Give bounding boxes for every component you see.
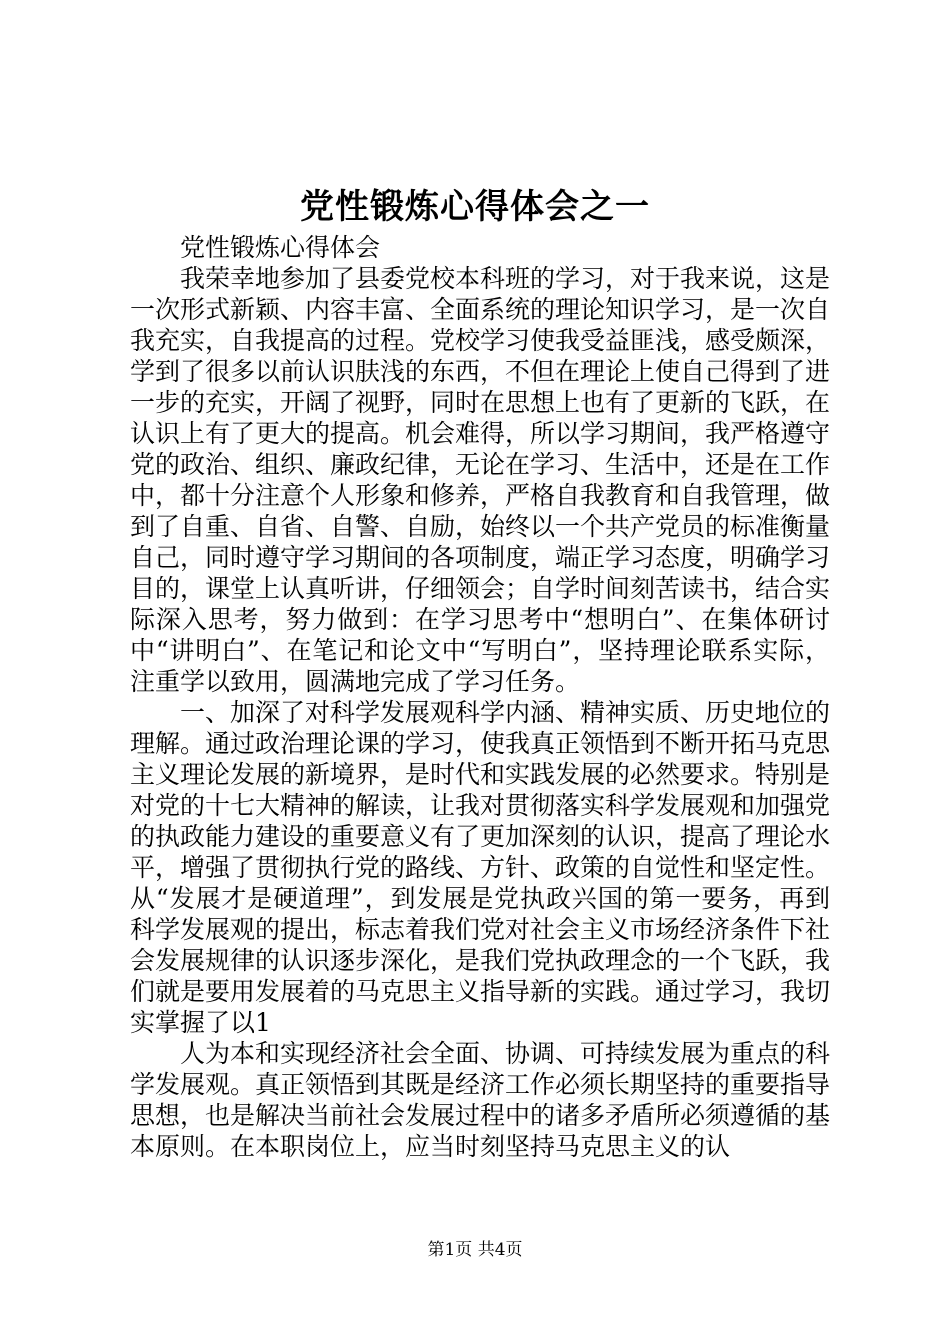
document-subtitle: 党性锻炼心得体会 <box>180 233 381 262</box>
document-title: 党性锻炼心得体会之一 <box>300 187 650 227</box>
document-body <box>130 232 830 1162</box>
body-paragraph-2: 一、加深了对科学发展观科学内涵、精神实质、历史地位的理解。通过政治理论课的学习，使我真正领悟到不断开拓马克思主义理论发展的新境界，是时代和实践发展的必然要求。特别是对党的十七大精神的解读，让我对贯彻落实科学发展观和加强党的执政能力建设的重要意义有了更加深刻的认识，提高了理论水平，增强了贯彻执行党的路线、方针、政策的自觉性和坚定性。从“发展才是硬道理”，到发展是党执政兴国的第一要务，再到科学发展观的提出，标志着我们党对社会主义市场经济条件下社会发展规律的认识逐步深化，是我们党执政理念的一个飞跃，我们就是要用发展着的马克思主义指导新的实践。通过学习，我切实掌握了以1 <box>130 698 831 1037</box>
page-footer: 第1页 共4页 <box>427 1240 523 1260</box>
body-paragraph-3: 人为本和实现经济社会全面、协调、可持续发展为重点的科学发展观。真正领悟到其既是经济工作必须长期坚持的重要指导思想，也是解决当前社会发展过程中的诸多矛盾所必须遵循的基本原则。在本职岗位上，应当时刻坚持马克思主义的认 <box>130 1039 831 1161</box>
body-paragraph-1: 我荣幸地参加了县委党校本科班的学习，对于我来说，这是一次形式新颖、内容丰富、全面系统的理论知识学习，是一次自我充实，自我提高的过程。党校学习使我受益匪浅，感受颇深，学到了很多以前认识肤浅的东西，不但在理论上使自己得到了进一步的充实，开阔了视野，同时在思想上也有了更新的飞跃，在认识上有了更大的提高。机会难得，所以学习期间，我严格遵守党的政治、组织、廉政纪律，无论在学习、生活中，还是在工作中，都十分注意个人形象和修养，严格自我教育和自我管理，做到了自重、自省、自警、自励，始终以一个共产党员的标准衡量自己，同时遵守学习期间的各项制度，端正学习态度，明确学习目的，课堂上认真听讲，仔细领会；自学时间刻苦读书，结合实际深入思考，努力做到：在学习思考中“想明白”、在集体研讨中“讲明白”、在笔记和论文中“写明白”，坚持理论联系实际，注重学以致用，圆满地完成了学习任务。 <box>130 264 831 696</box>
